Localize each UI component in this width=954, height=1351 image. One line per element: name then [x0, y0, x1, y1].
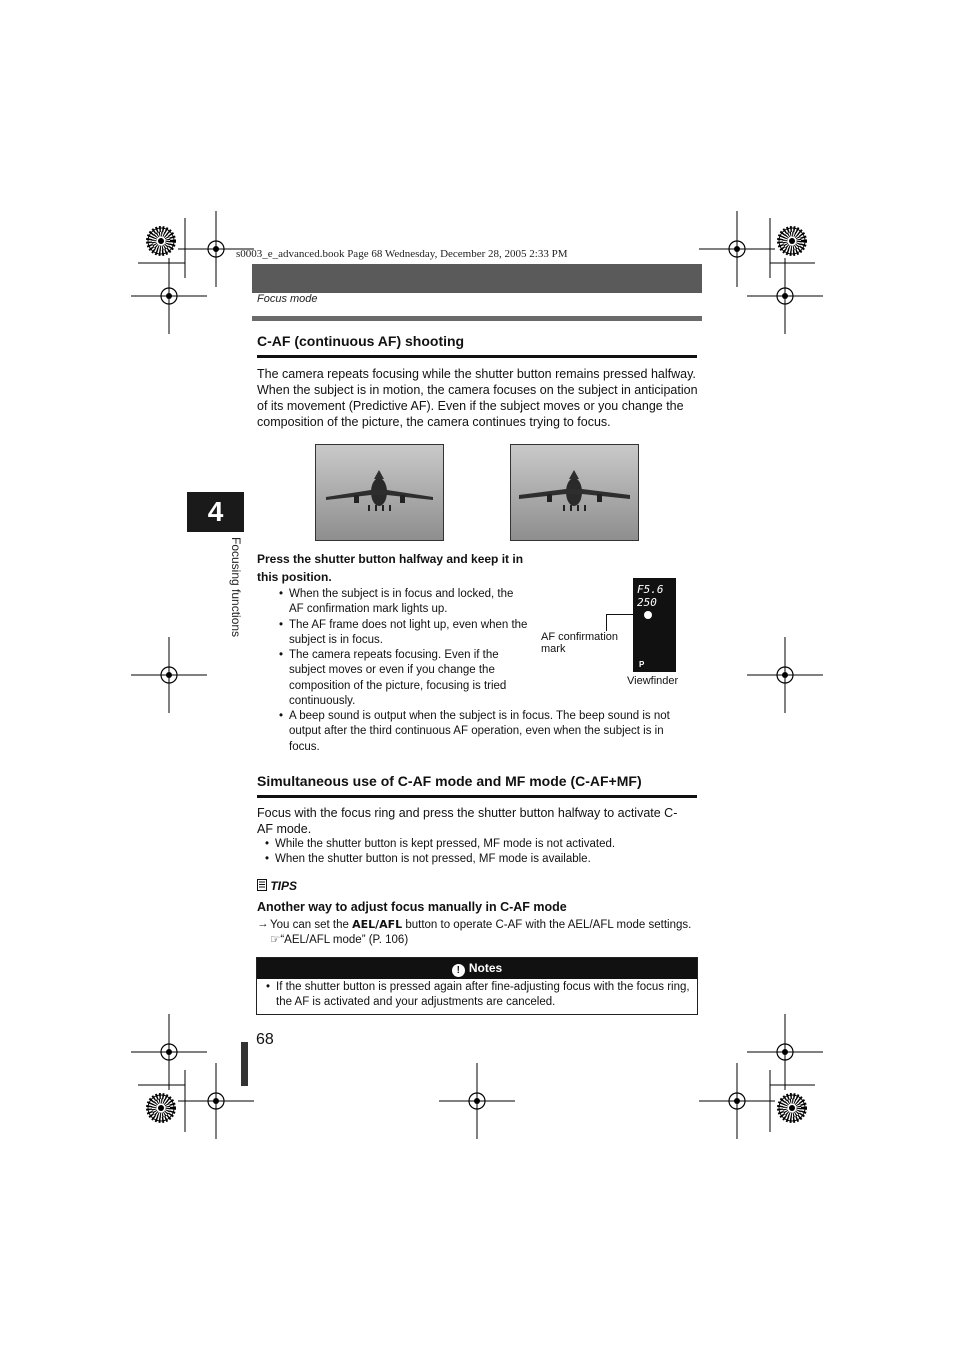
- af-mark-leader-line: [606, 614, 607, 631]
- registration-mark-icon: [131, 1014, 207, 1090]
- step-instruction: Press the shutter button halfway and keep it in this position.: [257, 552, 524, 584]
- viewfinder-readout: [633, 578, 676, 672]
- print-target-icon: [779, 1095, 805, 1121]
- exclamation-icon: !: [452, 964, 465, 977]
- page-number: 68: [256, 1031, 274, 1048]
- registration-mark-icon: [747, 258, 823, 334]
- registration-mark-icon: [699, 1063, 775, 1139]
- registration-mark-icon: [747, 1014, 823, 1090]
- chapter-side-label: Focusing functions: [229, 537, 243, 638]
- af-confirmation-mark-icon: [644, 611, 652, 619]
- arrow-icon: →: [257, 918, 269, 930]
- header-bar: [252, 264, 702, 293]
- notes-box: [256, 957, 698, 1015]
- registration-mark-icon: [699, 211, 775, 287]
- list-item: • When the subject is in focus and locked, the AF confirmation mark lights up.: [279, 588, 514, 616]
- airplane-photo-2: [510, 444, 639, 541]
- tips-title: Another way to adjust focus manually in C-AF mode: [257, 900, 567, 914]
- viewfinder-caption: Viewfinder: [627, 675, 679, 687]
- airplane-photo-1: [315, 444, 444, 541]
- viewfinder-display: [633, 578, 676, 672]
- notes-label: Notes: [468, 961, 503, 975]
- viewfinder-mode: P: [639, 660, 645, 669]
- print-target-icon: [779, 228, 805, 254]
- tips-heading: [257, 879, 297, 893]
- list-item: • If the shutter button is pressed again after fine-adjusting focus with the focus ring, the AF is activated and your adjustments are canceled.: [266, 981, 690, 1009]
- section-intro-c-af: The camera repeats focusing while the shutter button remains pressed halfway. When the subject is in motion, the camera focuses on the subject in anticipation of its movement (Predictive AF). Even if the subject moves or you change the composition of the picture, the camera continues trying to focus.: [257, 367, 698, 429]
- notebook-icon: [257, 879, 267, 891]
- page-edge-bar: [241, 1042, 248, 1086]
- section-title-c-af: C-AF (continuous AF) shooting: [257, 333, 697, 358]
- print-info: s0003_e_advanced.book Page 68 Wednesday, December 28, 2005 2:33 PM: [236, 248, 568, 260]
- list-item: • When the shutter button is not pressed, MF mode is available.: [265, 853, 591, 866]
- viewfinder-aperture: F5.6: [637, 583, 664, 596]
- list-item: • The AF frame does not light up, even when the subject is in focus.: [279, 618, 528, 646]
- step-bullet-list: [279, 587, 529, 709]
- registration-mark-icon: [131, 637, 207, 713]
- print-target-icon: [148, 228, 174, 254]
- tips-reference: “AEL/AFL mode” (P. 106): [280, 934, 409, 947]
- list-item: • A beep sound is output when the subject is in focus. The beep sound is not output after the third continuous AF operation, even when the subject is in focus.: [279, 710, 670, 753]
- af-mark-leader-line: [606, 614, 643, 615]
- notes-bullet-list: [266, 980, 691, 1011]
- print-target-icon: [148, 1095, 174, 1121]
- list-item: • While the shutter button is kept pressed, MF mode is not activated.: [265, 838, 616, 850]
- section-label: Focus mode: [257, 293, 318, 305]
- registration-mark-icon: [439, 1063, 515, 1139]
- list-item: • The camera repeats focusing. Even if the subject moves or even if you change the composition of the picture, focusing is tried continuously.: [279, 649, 507, 708]
- chapter-tab: 4: [187, 492, 244, 532]
- section-title-c-af-mf: Simultaneous use of C-AF mode and MF mode (C-AF+MF): [257, 773, 697, 798]
- tips-text: → You can set the AEL/AFL button to operate C-AF with the AEL/AFL mode settings. ☞“AEL/AFL mode” (P. 106): [257, 918, 692, 947]
- registration-mark-icon: [747, 637, 823, 713]
- viewfinder-shutter: 250: [637, 596, 657, 609]
- header-rule: [252, 316, 702, 321]
- beep-bullet-list: [279, 709, 694, 755]
- registration-mark-icon: [131, 258, 207, 334]
- ael-afl-button-label: AEL/AFL: [352, 918, 403, 931]
- af-confirmation-label: AF confirmation mark: [541, 631, 619, 655]
- notes-header: [257, 958, 697, 979]
- c-af-mf-bullet-list: [265, 837, 695, 868]
- reference-pointer-icon: ☞: [270, 934, 281, 947]
- section-intro-c-af-mf: Focus with the focus ring and press the shutter button halfway to activate C-AF mode.: [257, 806, 678, 836]
- tips-label: TIPS: [270, 879, 298, 893]
